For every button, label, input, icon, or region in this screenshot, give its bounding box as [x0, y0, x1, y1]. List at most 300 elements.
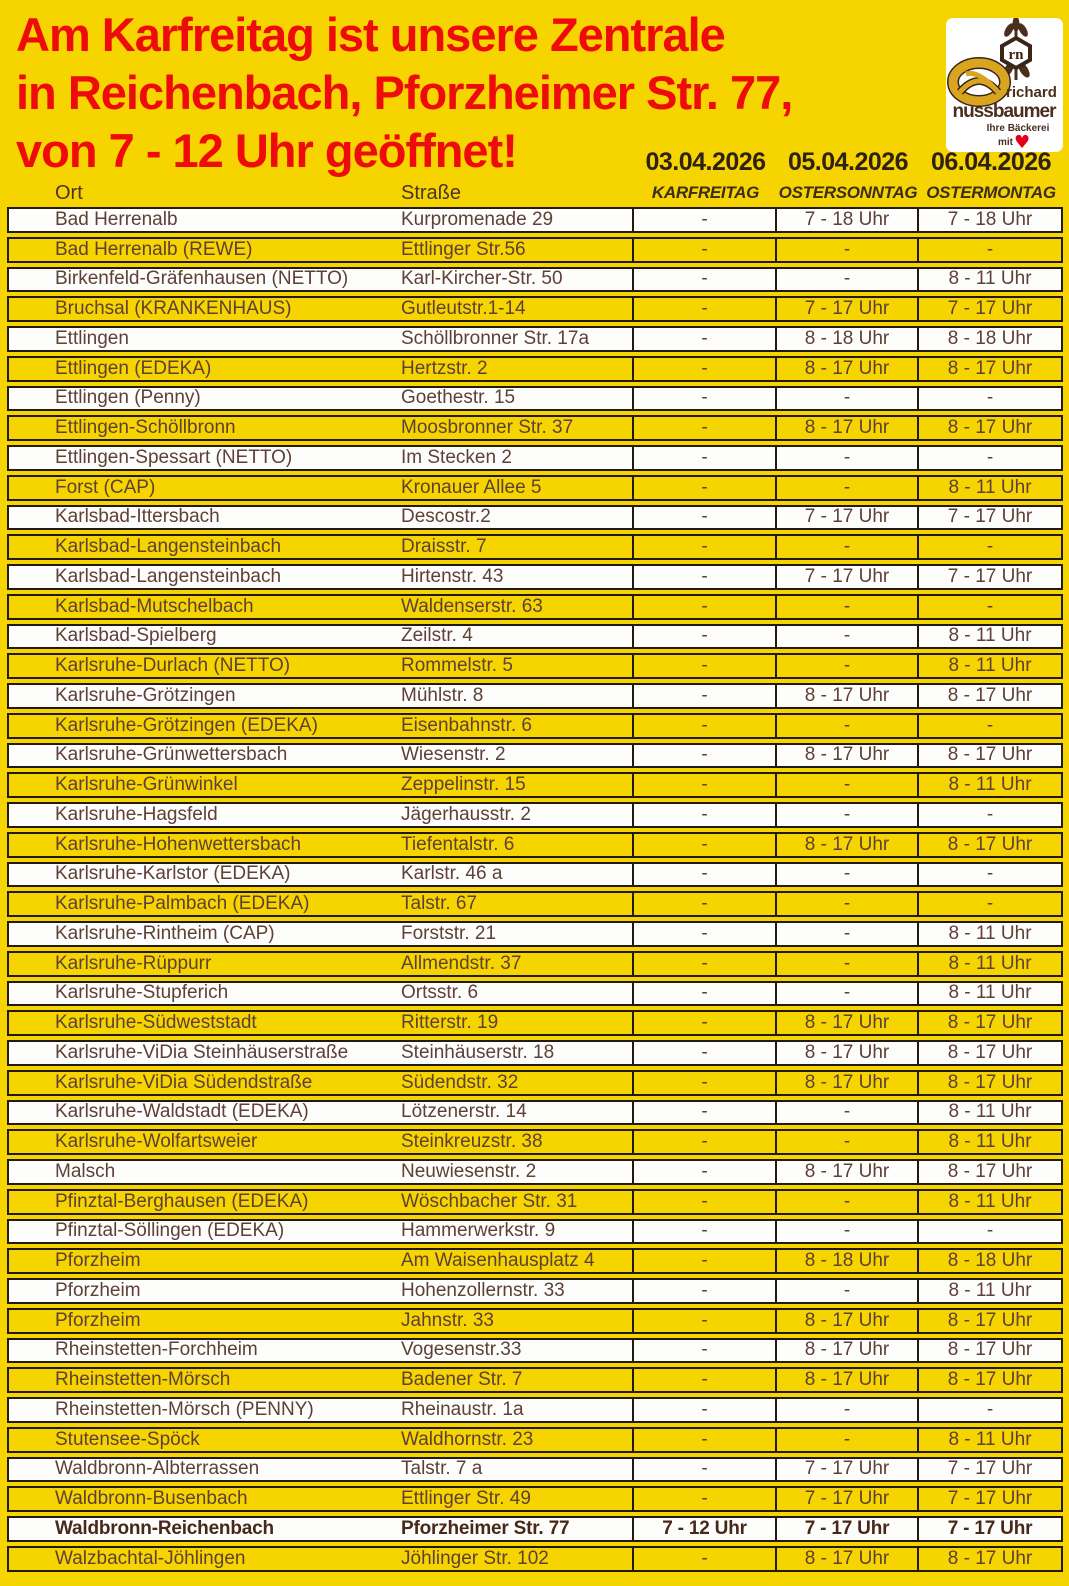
ostersonntag-time-cell: 8 - 18 Uhr [777, 328, 919, 350]
karfreitag-time-cell: - [634, 804, 777, 826]
ostersonntag-time-cell: - [777, 804, 919, 826]
ostermontag-time-cell: 7 - 17 Uhr [947, 1517, 1033, 1539]
ostermontag-time-cell: 8 - 11 Uhr [948, 952, 1032, 974]
headline-line-2: in Reichenbach, Pforzheimer Str. 77, [16, 66, 793, 119]
karfreitag-time-cell: - [634, 477, 777, 499]
ostersonntag-time-cell: - [777, 953, 919, 975]
logo-brand-last: nussbaumer [952, 101, 1056, 122]
ort-cell: Ettlingen (Penny) [55, 387, 201, 409]
karfreitag-time-cell: - [634, 923, 777, 945]
ostermontag-time-cell: 8 - 11 Uhr [948, 922, 1032, 944]
karfreitag-time-cell: - [634, 1102, 777, 1124]
karfreitag-time-cell: - [634, 655, 777, 677]
ort-cell: Bad Herrenalb (REWE) [55, 238, 253, 260]
strasse-cell: Jägerhausstr. 2 [355, 804, 634, 826]
karfreitag-time-cell: - [634, 447, 777, 469]
ostersonntag-time-cell: - [777, 655, 919, 677]
ostermontag-time-cell: 8 - 18 Uhr [947, 327, 1033, 349]
ort-cell: Waldbronn-Busenbach [55, 1488, 248, 1510]
table-row [7, 1308, 1063, 1334]
ort-cell: Karlsruhe-Rintheim (CAP) [55, 923, 275, 944]
table-row [7, 1546, 1063, 1572]
ostersonntag-time-cell: 8 - 17 Uhr [777, 1340, 919, 1362]
ostersonntag-time-cell: 7 - 17 Uhr [777, 1488, 919, 1510]
strasse-cell: Allmendstr. 37 [355, 953, 634, 975]
ostersonntag-time-cell: 7 - 18 Uhr [777, 209, 919, 231]
ostermontag-time-cell: - [986, 387, 994, 409]
table-row [7, 772, 1063, 798]
karfreitag-time-cell: - [634, 328, 777, 350]
ostermontag-time-cell: 7 - 17 Uhr [947, 298, 1033, 320]
strasse-cell: Am Waisenhausplatz 4 [355, 1250, 634, 1272]
ostermontag-time-cell: 8 - 11 Uhr [948, 774, 1032, 796]
strasse-cell: Hirtenstr. 43 [355, 566, 634, 588]
logo-tagline: Ihre Bäckerei [986, 123, 1050, 134]
karfreitag-time-cell: - [634, 834, 777, 856]
karfreitag-time-cell: - [634, 239, 777, 261]
table-row [7, 1457, 1063, 1483]
ostermontag-time-cell: 7 - 17 Uhr [947, 1458, 1033, 1480]
ostermontag-time-cell: - [986, 536, 994, 558]
ostermontag-time-cell: 8 - 17 Uhr [947, 1369, 1033, 1391]
table-row [7, 1070, 1063, 1096]
strasse-cell: Moosbronner Str. 37 [355, 417, 634, 439]
table-row [7, 207, 1063, 233]
ort-cell: Karlsruhe-Wolfartsweier [55, 1131, 258, 1153]
table-row [7, 743, 1063, 769]
table-row [7, 832, 1063, 858]
ostersonntag-time-cell: 7 - 17 Uhr [777, 298, 919, 320]
strasse-cell: Wiesenstr. 2 [355, 745, 634, 767]
dayname-ostersonntag: OSTERSONNTAG [778, 183, 918, 202]
strasse-cell: Im Stecken 2 [355, 447, 634, 469]
karfreitag-time-cell: - [634, 983, 777, 1005]
karfreitag-time-cell: - [634, 388, 777, 410]
table-row [7, 1427, 1063, 1453]
strasse-cell: Zeilstr. 4 [355, 626, 634, 648]
ostersonntag-time-cell: - [777, 1221, 919, 1243]
table-row [7, 1338, 1063, 1364]
ort-cell: Bruchsal (KRANKENHAUS) [55, 298, 292, 320]
ort-cell: Rheinstetten-Mörsch (PENNY) [55, 1399, 314, 1420]
ort-cell: Karlsruhe-Karlstor (EDEKA) [55, 863, 291, 885]
karfreitag-time-cell: - [634, 774, 777, 796]
ostermontag-time-cell: 8 - 17 Uhr [947, 744, 1033, 766]
table-row [7, 713, 1063, 739]
karfreitag-time-cell: - [634, 1488, 777, 1510]
ort-cell: Karlsruhe-Grötzingen [55, 685, 236, 706]
ort-cell: Karlsbad-Mutschelbach [55, 595, 254, 617]
ostermontag-time-cell: 8 - 11 Uhr [948, 268, 1032, 290]
strasse-cell: Hohenzollernstr. 33 [355, 1280, 634, 1302]
table-row [7, 237, 1063, 263]
ostersonntag-time-cell: - [777, 1191, 919, 1213]
karfreitag-time-cell: - [634, 626, 777, 648]
ostersonntag-time-cell: - [777, 774, 919, 796]
karfreitag-time-cell: - [634, 1221, 777, 1243]
ort-cell: Karlsruhe-ViDia Südendstraße [55, 1071, 313, 1093]
headline-line-3: von 7 - 12 Uhr geöffnet! [16, 124, 517, 177]
strasse-cell: Vogesenstr.33 [355, 1340, 634, 1362]
ort-cell: Karlsbad-Ittersbach [55, 506, 220, 528]
strasse-cell: Ortsstr. 6 [355, 983, 634, 1005]
ostermontag-time-cell: 8 - 11 Uhr [948, 1279, 1032, 1301]
ort-cell: Waldbronn-Reichenbach [55, 1518, 274, 1539]
karfreitag-time-cell: - [634, 1012, 777, 1034]
dayname-karfreitag: KARFREITAG [651, 183, 760, 202]
ort-cell: Karlsruhe-Palmbach (EDEKA) [55, 893, 310, 915]
ostermontag-time-cell: 8 - 11 Uhr [948, 625, 1032, 647]
karfreitag-time-cell: - [634, 566, 777, 588]
table-row [7, 415, 1063, 441]
table-row [7, 1010, 1063, 1036]
ort-cell: Karlsruhe-Rüppurr [55, 952, 212, 974]
ort-cell: Karlsruhe-Waldstadt (EDEKA) [55, 1101, 309, 1123]
ostermontag-time-cell: 8 - 17 Uhr [947, 417, 1033, 439]
ostersonntag-time-cell: 8 - 17 Uhr [777, 745, 919, 767]
ort-cell: Bad Herrenalb [55, 209, 178, 230]
ostersonntag-time-cell: 8 - 17 Uhr [777, 1161, 919, 1183]
col-head-karfreitag [634, 148, 777, 177]
table-row [7, 505, 1063, 531]
ort-cell: Pforzheim [55, 1250, 141, 1272]
table-row [7, 951, 1063, 977]
ort-cell: Pfinztal-Söllingen (EDEKA) [55, 1220, 285, 1242]
karfreitag-time-cell: - [634, 1399, 777, 1421]
ostermontag-time-cell: 8 - 11 Uhr [948, 655, 1032, 677]
ostermontag-time-cell: 8 - 17 Uhr [947, 684, 1033, 706]
col-head-ostersonntag [777, 148, 919, 177]
ostersonntag-time-cell: 8 - 17 Uhr [777, 1012, 919, 1034]
ort-cell: Karlsruhe-Südweststadt [55, 1012, 257, 1034]
karfreitag-time-cell: - [634, 417, 777, 439]
table-row [7, 326, 1063, 352]
ostersonntag-time-cell: 8 - 17 Uhr [777, 834, 919, 856]
ort-cell: Walzbachtal-Jöhlingen [55, 1547, 246, 1569]
ostermontag-time-cell: 8 - 11 Uhr [948, 982, 1032, 1004]
table-row [7, 1248, 1063, 1274]
ostermontag-time-cell: 8 - 17 Uhr [947, 833, 1033, 855]
strasse-cell: Rheinaustr. 1a [355, 1399, 634, 1421]
table-row [7, 1159, 1063, 1185]
ostermontag-time-cell: - [986, 893, 994, 915]
karfreitag-time-cell: - [634, 269, 777, 291]
strasse-cell: Draisstr. 7 [355, 536, 634, 558]
karfreitag-time-cell: - [634, 1280, 777, 1302]
karfreitag-time-cell: - [634, 1042, 777, 1064]
ostersonntag-time-cell: 7 - 17 Uhr [777, 1459, 919, 1481]
ostermontag-time-cell: 8 - 11 Uhr [948, 1131, 1032, 1153]
strasse-cell: Badener Str. 7 [355, 1369, 634, 1391]
table-body [7, 207, 1063, 1576]
karfreitag-time-cell: - [634, 1310, 777, 1332]
ostersonntag-time-cell: - [777, 447, 919, 469]
ostersonntag-time-cell: - [777, 923, 919, 945]
ostersonntag-time-cell: 8 - 17 Uhr [777, 1369, 919, 1391]
strasse-cell: Südendstr. 32 [355, 1072, 634, 1094]
ostersonntag-time-cell: - [777, 239, 919, 261]
karfreitag-time-cell: - [634, 953, 777, 975]
karfreitag-time-cell: - [634, 1072, 777, 1094]
strasse-cell: Goethestr. 15 [355, 388, 634, 410]
karfreitag-time-cell: - [634, 1429, 777, 1451]
karfreitag-time-cell: - [634, 685, 777, 707]
table-row [7, 862, 1063, 888]
strasse-cell: Lötzenerstr. 14 [355, 1102, 634, 1124]
ort-cell: Pfinztal-Berghausen (EDEKA) [55, 1190, 309, 1212]
table-row [7, 296, 1063, 322]
date-ostersonntag: 05.04.2026 [787, 148, 909, 176]
ostersonntag-time-cell: - [777, 477, 919, 499]
ort-cell: Karlsbad-Langensteinbach [55, 566, 282, 587]
karfreitag-time-cell: - [634, 209, 777, 231]
strasse-cell: Jöhlinger Str. 102 [355, 1548, 634, 1570]
ostersonntag-time-cell: 8 - 17 Uhr [777, 1310, 919, 1332]
ostermontag-time-cell: - [986, 446, 994, 468]
strasse-cell: Eisenbahnstr. 6 [355, 715, 634, 737]
ostersonntag-time-cell: - [777, 388, 919, 410]
strasse-cell: Kurpromenade 29 [355, 209, 634, 231]
strasse-cell: Zeppelinstr. 15 [355, 774, 634, 796]
ostersonntag-time-cell: 8 - 17 Uhr [777, 685, 919, 707]
table-row [7, 1100, 1063, 1126]
ostersonntag-time-cell: - [777, 864, 919, 886]
ostermontag-time-cell: 8 - 17 Uhr [947, 1041, 1033, 1063]
strasse-cell: Pforzheimer Str. 77 [355, 1518, 634, 1540]
strasse-cell: Kronauer Allee 5 [355, 477, 634, 499]
monogram-icon [1002, 38, 1030, 68]
ort-cell: Birkenfeld-Gräfenhausen (NETTO) [55, 268, 349, 290]
logo-graphic [946, 18, 1063, 152]
ostermontag-time-cell: 8 - 17 Uhr [947, 1160, 1033, 1182]
strasse-cell: Schöllbronner Str. 17a [355, 328, 634, 350]
table-row [7, 802, 1063, 828]
ort-cell: Karlsruhe-Durlach (NETTO) [55, 655, 291, 677]
karfreitag-time-cell: - [634, 893, 777, 915]
karfreitag-time-cell: - [634, 715, 777, 737]
table-row [7, 445, 1063, 471]
strasse-cell: Mühlstr. 8 [355, 685, 634, 707]
ostersonntag-time-cell: - [777, 1131, 919, 1153]
ostersonntag-time-cell: - [777, 626, 919, 648]
strasse-cell: Ettlinger Str. 49 [355, 1488, 634, 1510]
ostermontag-time-cell: 8 - 18 Uhr [947, 1250, 1033, 1272]
ort-cell: Malsch [55, 1161, 116, 1182]
pretzel-icon [953, 63, 1005, 101]
ostermontag-time-cell: - [986, 863, 994, 885]
ort-cell: Karlsruhe-Stupferich [55, 982, 229, 1004]
strasse-cell: Descostr.2 [355, 507, 634, 529]
strasse-cell: Karl-Kircher-Str. 50 [355, 269, 634, 291]
table-row [7, 1129, 1063, 1155]
strasse-cell: Ritterstr. 19 [355, 1012, 634, 1034]
table-row [7, 475, 1063, 501]
strasse-cell: Karlstr. 46 a [355, 864, 634, 886]
ostersonntag-time-cell: - [777, 596, 919, 618]
table-row [7, 624, 1063, 650]
strasse-cell: Waldenserstr. 63 [355, 596, 634, 618]
headline-line-1: Am Karfreitag ist unsere Zentrale [16, 8, 725, 61]
ostermontag-time-cell: - [986, 238, 994, 260]
table-row [7, 594, 1063, 620]
ostermontag-time-cell: 8 - 17 Uhr [947, 1071, 1033, 1093]
svg-text:rn: rn [1008, 47, 1024, 63]
ostersonntag-time-cell: 7 - 17 Uhr [777, 507, 919, 529]
ostermontag-time-cell: - [986, 1398, 994, 1420]
ostersonntag-time-cell: 8 - 17 Uhr [777, 417, 919, 439]
ostermontag-time-cell: 7 - 17 Uhr [947, 565, 1033, 587]
ort-cell: Ettlingen-Spessart (NETTO) [55, 447, 293, 468]
karfreitag-time-cell: - [634, 1459, 777, 1481]
ort-cell: Karlsruhe-Grünwettersbach [55, 744, 288, 766]
karfreitag-time-cell: - [634, 1548, 777, 1570]
ostersonntag-time-cell: - [777, 1399, 919, 1421]
strasse-cell: Wöschbacher Str. 31 [355, 1191, 634, 1213]
ostersonntag-time-cell: 8 - 17 Uhr [777, 358, 919, 380]
ostersonntag-time-cell: 8 - 17 Uhr [777, 1072, 919, 1094]
ort-cell: Karlsruhe-Hagsfeld [55, 804, 218, 825]
table-row [7, 653, 1063, 679]
ostermontag-time-cell: 8 - 17 Uhr [947, 1012, 1033, 1034]
ort-cell: Waldbronn-Albterrassen [55, 1458, 260, 1480]
ostermontag-time-cell: 8 - 11 Uhr [948, 1101, 1032, 1123]
ostersonntag-time-cell: - [777, 536, 919, 558]
karfreitag-time-cell: - [634, 507, 777, 529]
karfreitag-time-cell: - [634, 1191, 777, 1213]
table-row [7, 891, 1063, 917]
date-ostermontag: 06.04.2026 [930, 148, 1052, 176]
karfreitag-time-cell: - [634, 1161, 777, 1183]
ort-cell: Ettlingen (EDEKA) [55, 357, 212, 379]
ort-cell: Pforzheim [55, 1309, 141, 1331]
ort-cell: Rheinstetten-Mörsch [55, 1369, 231, 1391]
strasse-cell: Gutleutstr.1-14 [355, 298, 634, 320]
ort-cell: Pforzheim [55, 1280, 141, 1301]
strasse-cell: Hammerwerkstr. 9 [355, 1221, 634, 1243]
ostersonntag-time-cell: - [777, 1280, 919, 1302]
karfreitag-time-cell: - [634, 745, 777, 767]
karfreitag-time-cell: - [634, 864, 777, 886]
ostersonntag-time-cell: 8 - 17 Uhr [777, 1042, 919, 1064]
column-label-ort: Ort [55, 182, 83, 204]
strasse-cell: Talstr. 67 [355, 893, 634, 915]
ostersonntag-time-cell: - [777, 893, 919, 915]
strasse-cell: Forststr. 21 [355, 923, 634, 945]
ostermontag-time-cell: - [986, 1220, 994, 1242]
strasse-cell: Ettlinger Str.56 [355, 239, 634, 261]
dayname-ostermontag: OSTERMONTAG [926, 183, 1056, 202]
ort-cell: Karlsruhe-ViDia Steinhäuserstraße [55, 1042, 349, 1063]
ort-cell: Karlsbad-Spielberg [55, 625, 217, 647]
karfreitag-time-cell: - [634, 596, 777, 618]
table-row [7, 1397, 1063, 1423]
strasse-cell: Steinkreuzstr. 38 [355, 1131, 634, 1153]
ostermontag-time-cell: 8 - 11 Uhr [948, 1190, 1032, 1212]
ostermontag-time-cell: 8 - 17 Uhr [947, 1339, 1033, 1361]
ostermontag-time-cell: - [986, 595, 994, 617]
table-row [7, 356, 1063, 382]
ostersonntag-time-cell: - [777, 1429, 919, 1451]
ort-cell: Ettlingen [55, 328, 129, 349]
heart-icon: ♥ [1014, 132, 1031, 152]
ostersonntag-time-cell: 8 - 17 Uhr [777, 1548, 919, 1570]
ort-cell: Karlsruhe-Hohenwettersbach [55, 833, 302, 855]
ostermontag-time-cell: 7 - 17 Uhr [947, 506, 1033, 528]
karfreitag-time-cell: 7 - 12 Uhr [634, 1518, 777, 1540]
ort-cell: Karlsruhe-Grünwinkel [55, 774, 238, 796]
ostermontag-time-cell: 7 - 17 Uhr [947, 1488, 1033, 1510]
ort-cell: Karlsbad-Langensteinbach [55, 536, 282, 558]
ostermontag-time-cell: 7 - 18 Uhr [947, 208, 1033, 230]
ostersonntag-time-cell: - [777, 1102, 919, 1124]
table-row [7, 1040, 1063, 1066]
ostersonntag-time-cell: - [777, 983, 919, 1005]
karfreitag-time-cell: - [634, 1340, 777, 1362]
strasse-cell: Waldhornstr. 23 [355, 1429, 634, 1451]
strasse-cell: Neuwiesenstr. 2 [355, 1161, 634, 1183]
table-row [7, 564, 1063, 590]
strasse-cell: Talstr. 7 a [355, 1459, 634, 1481]
strasse-cell: Jahnstr. 33 [355, 1310, 634, 1332]
karfreitag-time-cell: - [634, 1250, 777, 1272]
karfreitag-time-cell: - [634, 1369, 777, 1391]
ort-cell: Stutensee-Spöck [55, 1428, 200, 1450]
ostermontag-time-cell: 8 - 17 Uhr [947, 1547, 1033, 1569]
ort-cell: Ettlingen-Schöllbronn [55, 417, 236, 439]
table-row [7, 921, 1063, 947]
ostersonntag-time-cell: 8 - 18 Uhr [777, 1250, 919, 1272]
table-row [7, 1516, 1063, 1542]
table-row [7, 534, 1063, 560]
strasse-cell: Steinhäuserstr. 18 [355, 1042, 634, 1064]
karfreitag-time-cell: - [634, 298, 777, 320]
col-head-ostermontag [919, 148, 1063, 177]
karfreitag-time-cell: - [634, 536, 777, 558]
bakery-logo [946, 18, 1063, 152]
ostermontag-time-cell: - [986, 803, 994, 825]
strasse-cell: Tiefentalstr. 6 [355, 834, 634, 856]
column-label-strasse: Straße [401, 182, 462, 204]
ostersonntag-time-cell: - [777, 269, 919, 291]
table-row [7, 1189, 1063, 1215]
table-row [7, 1367, 1063, 1393]
table-row [7, 683, 1063, 709]
ostermontag-time-cell: 8 - 17 Uhr [947, 357, 1033, 379]
logo-tagline-mit: mit [998, 137, 1013, 148]
karfreitag-time-cell: - [634, 1131, 777, 1153]
table-row [7, 267, 1063, 293]
logo-brand-first: richard [1006, 84, 1057, 101]
ostermontag-time-cell: 8 - 17 Uhr [947, 1309, 1033, 1331]
table-row [7, 981, 1063, 1007]
ort-cell: Rheinstetten-Forchheim [55, 1339, 258, 1361]
ort-cell: Forst (CAP) [55, 476, 156, 498]
ostermontag-time-cell: 8 - 11 Uhr [948, 1428, 1032, 1450]
date-karfreitag: 03.04.2026 [645, 148, 766, 176]
table-row [7, 1219, 1063, 1245]
table-row [7, 1278, 1063, 1304]
karfreitag-time-cell: - [634, 358, 777, 380]
ort-cell: Karlsruhe-Grötzingen (EDEKA) [55, 714, 318, 736]
ostermontag-time-cell: - [986, 714, 994, 736]
strasse-cell: Rommelstr. 5 [355, 655, 634, 677]
table-row [7, 1486, 1063, 1512]
strasse-cell: Hertzstr. 2 [355, 358, 634, 380]
ostersonntag-time-cell: - [777, 715, 919, 737]
table-row [7, 386, 1063, 412]
ostermontag-time-cell: 8 - 11 Uhr [948, 476, 1032, 498]
ostersonntag-time-cell: 7 - 17 Uhr [777, 1518, 919, 1540]
